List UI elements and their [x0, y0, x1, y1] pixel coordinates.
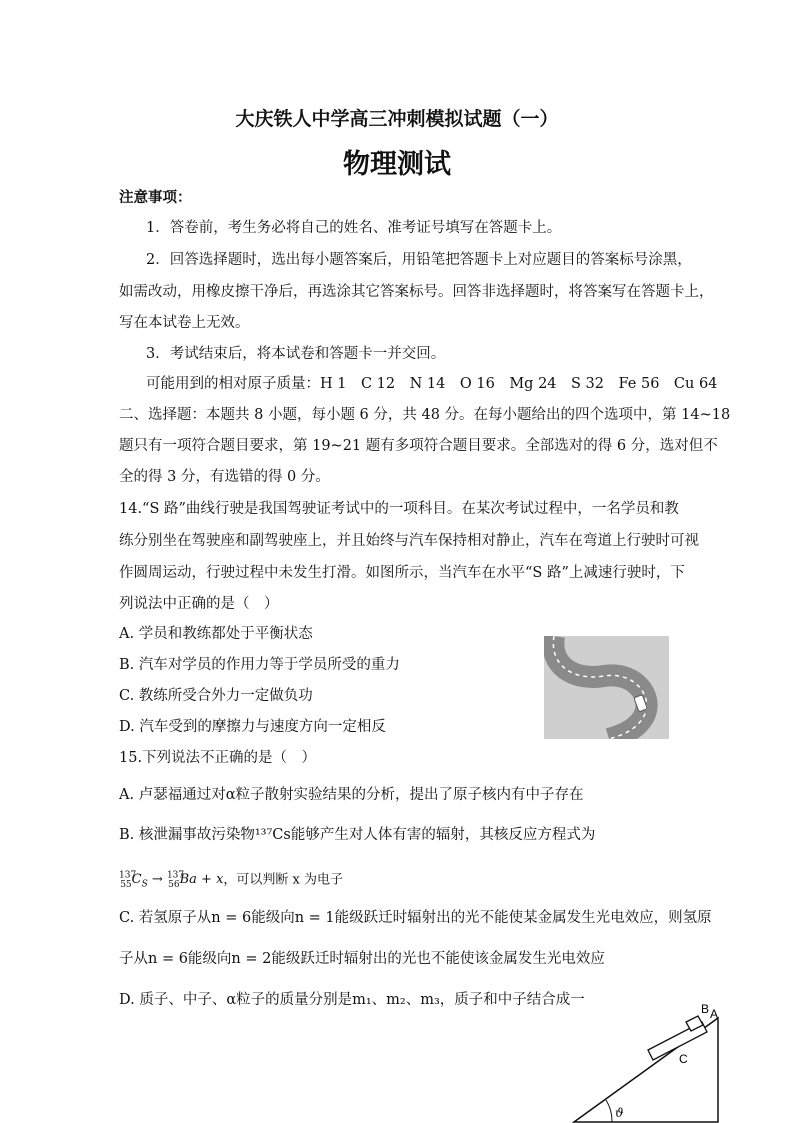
notice-item: 2．回答选择题时，选出每小题答案后，用铅笔把答题卡上对应题目的答案标号涂黑，	[146, 252, 692, 268]
nuclear-equation	[119, 866, 343, 895]
equation-formula: $^{137}_{55}C_S \to ^{137}_{56}Ba + x$	[119, 871, 224, 890]
q15-option-c: C. 若氢原子从n = 6能级向n = 1能级跃迁时辐射出的光不能使某金属发生光电效应，则氢原	[119, 910, 712, 926]
q14-option-b: B. 汽车对学员的作用力等于学员所受的重力	[119, 657, 400, 673]
notice-item: 3．考试结束后，将本试卷和答题卡一并交回。	[146, 346, 446, 362]
equation-tail: ，可以判断 x 为电子	[223, 872, 344, 888]
label-angle: ϑ	[615, 1106, 624, 1120]
exam-subject: 物理测试	[343, 149, 451, 180]
q15-option-b: B. 核泄漏事故污染物¹³⁷Cs能够产生对人体有害的辐射，其核反应方程式为	[119, 827, 596, 843]
notice-item: 1．答卷前，考生务必将自己的姓名、准考证号填写在答题卡上。	[146, 220, 562, 236]
question-14-stem: 14.“S 路”曲线行驶是我国驾驶证考试中的一项科目。在某次考试过程中，一名学员和教	[119, 501, 679, 517]
exam-title: 大庆铁人中学高三冲刺模拟试题（一）	[235, 108, 559, 130]
q15-option-c-cont: 子从n = 6能级向n = 2能级跃迁时辐射出的光也不能使该金属发生光电效应	[119, 951, 605, 967]
q15-option-d: D. 质子、中子、α粒子的质量分别是m₁、m₂、m₃，质子和中子结合成一	[119, 992, 585, 1008]
q14-option-a: A. 学员和教练都处于平衡状态	[119, 626, 313, 642]
label-a: A	[710, 1007, 719, 1021]
question-14-stem: 作圆周运动，行驶过程中未发生打滑。如图所示，当汽车在水平“S 路”上减速行驶时，下	[119, 565, 685, 581]
notice-item: 如需改动，用橡皮擦干净后，再选涂其它答案标号。回答非选择题时，将答案写在答题卡上，	[119, 284, 714, 300]
section-instructions: 全的得 3 分，有选错的得 0 分。	[119, 469, 330, 485]
notice-heading: 注意事项：	[119, 189, 192, 206]
question-15-stem: 15.下列说法不正确的是（ ）	[119, 750, 317, 766]
section-instructions: 二、选择题：本题共 8 小题，每小题 6 分，共 48 分。在每小题给出的四个选项中，第 14~18	[119, 407, 731, 423]
section-instructions: 题只有一项符合题目要求，第 19~21 题有多项符合题目要求。全部选对的得 6 分，选对但不	[119, 438, 718, 454]
label-c: C	[679, 1052, 688, 1066]
q15-option-a: A. 卢瑟福通过对α粒子散射实验结果的分析，提出了原子核内有中子存在	[119, 787, 584, 803]
atomic-mass-line: 可能用到的相对原子质量：H 1 C 12 N 14 O 16 Mg 24 S 32 Fe 56 Cu 64	[146, 376, 718, 392]
question-14-stem: 练分别坐在驾驶座和副驾驶座上，并且始终与汽车保持相对静止，汽车在弯道上行驶时可视	[119, 533, 699, 549]
notice-item: 写在本试卷上无效。	[119, 315, 250, 331]
q14-option-d: D. 汽车受到的摩擦力与速度方向一定相反	[119, 719, 386, 735]
angle-arc	[606, 1100, 612, 1122]
incline-figure	[560, 1000, 794, 1123]
question-14-stem: 列说法中正确的是（ ）	[119, 596, 279, 612]
s-road-figure	[544, 636, 669, 739]
q14-option-c: C. 教练所受合外力一定做负功	[119, 688, 313, 704]
label-b: B	[701, 1002, 710, 1016]
